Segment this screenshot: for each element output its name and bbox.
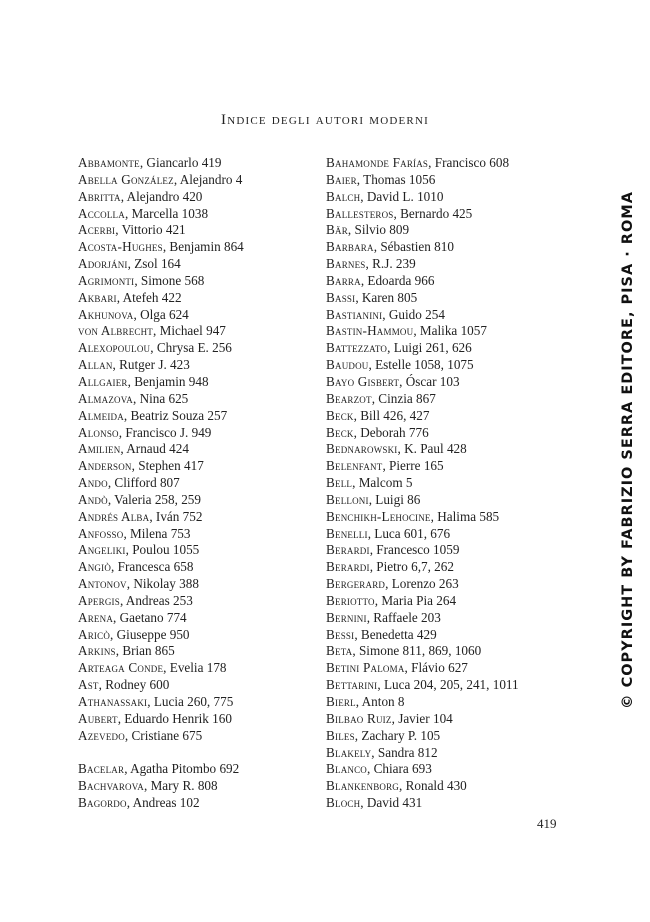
author-surname: Ballesteros: [326, 205, 394, 221]
author-given-and-pages: , Luigi 261, 626: [387, 340, 472, 356]
author-surname: Adorjáni: [78, 256, 128, 272]
author-given-and-pages: , Rodney 600: [98, 677, 170, 693]
author-surname: Andò: [78, 491, 108, 507]
index-entry: [78, 189, 308, 206]
index-entry: [326, 761, 576, 778]
author-surname: Berardi: [326, 559, 370, 575]
index-entry: [326, 357, 576, 374]
author-given-and-pages: , Eduardo Henrik 160: [117, 710, 232, 726]
author-given-and-pages: , Silvio 809: [347, 222, 410, 238]
index-entry: [326, 273, 576, 290]
section-gap: [78, 745, 308, 762]
author-given-and-pages: , Bill 426, 427: [353, 407, 430, 423]
index-entry: [326, 677, 576, 694]
index-entry: [326, 745, 576, 762]
author-given-and-pages: , Olga 624: [133, 306, 189, 322]
author-surname: Bergerard: [326, 576, 386, 592]
author-given-and-pages: , Zachary P. 105: [354, 727, 441, 743]
author-given-and-pages: , R.J. 239: [365, 256, 416, 272]
author-surname: von Albrecht: [78, 323, 153, 339]
index-entry: [78, 307, 308, 324]
author-given-and-pages: , Simone 811, 869, 1060: [352, 643, 482, 659]
author-surname: Abella González: [78, 171, 174, 187]
author-surname: Anderson: [78, 458, 132, 474]
author-surname: Belloni: [326, 491, 369, 507]
index-entry: [78, 340, 308, 357]
author-given-and-pages: , Atefeh 422: [116, 289, 182, 305]
author-given-and-pages: , Halima 585: [430, 508, 500, 524]
index-entry: [78, 711, 308, 728]
author-given-and-pages: , Luca 601, 676: [367, 525, 451, 541]
author-given-and-pages: , Lucia 260, 775: [147, 694, 234, 709]
index-entry: [78, 273, 308, 290]
index-entry: [326, 458, 576, 475]
author-surname: Bassi: [326, 289, 356, 305]
index-entry: [326, 694, 576, 711]
author-surname: Bär: [326, 222, 348, 238]
author-surname: Betini Paloma: [326, 660, 405, 676]
author-given-and-pages: , Guido 254: [382, 306, 445, 322]
author-given-and-pages: , Francisco J. 949: [118, 424, 212, 440]
copyright-text: © COPYRIGHT BY FABRIZIO SERRA EDITORE, PISA · ROMA: [620, 191, 636, 709]
author-surname: Bahamonde Farías: [326, 155, 429, 170]
page-number: 419: [537, 816, 557, 831]
index-entry: [78, 643, 308, 660]
author-surname: Allgaier: [78, 373, 128, 389]
index-entry: [326, 307, 576, 324]
author-given-and-pages: , Deborah 776: [353, 424, 429, 440]
author-surname: Angiò: [78, 559, 112, 575]
index-entry: [78, 492, 308, 509]
author-given-and-pages: , Francesca 658: [111, 559, 194, 575]
author-given-and-pages: , Maria Pia 264: [374, 592, 457, 608]
author-surname: Bacelar: [78, 761, 125, 777]
author-given-and-pages: , Edoarda 966: [360, 272, 435, 288]
author-given-and-pages: , Nikolay 388: [126, 576, 199, 592]
index-entry: [78, 475, 308, 492]
index-entry: [326, 728, 576, 745]
author-surname: Almeida: [78, 407, 124, 423]
index-entry: [78, 576, 308, 593]
author-surname: Akbari: [78, 289, 117, 305]
author-surname: Belenfant: [326, 458, 383, 474]
index-entry: [78, 441, 308, 458]
author-given-and-pages: , Luigi 86: [368, 491, 421, 507]
index-entry: [326, 711, 576, 728]
index-entry: [326, 239, 576, 256]
author-given-and-pages: , Benjamin 864: [162, 239, 244, 255]
author-given-and-pages: , Giancarlo 419: [139, 155, 222, 170]
author-given-and-pages: , Andreas 253: [119, 592, 193, 608]
author-surname: Barra: [326, 272, 361, 288]
author-surname: Bearzot: [326, 390, 372, 406]
author-surname: Allan: [78, 357, 113, 373]
index-entry: [326, 559, 576, 576]
author-surname: Bednarowski: [326, 441, 398, 457]
index-entry: [326, 778, 576, 795]
author-given-and-pages: , Bernardo 425: [393, 205, 473, 221]
author-given-and-pages: , Milena 753: [123, 525, 191, 541]
author-surname: Beriotto: [326, 592, 375, 608]
index-entry: [78, 660, 308, 677]
author-surname: Balch: [326, 188, 361, 204]
author-given-and-pages: , Francisco 608: [428, 155, 510, 170]
author-surname: Blankenborg: [326, 778, 399, 794]
author-surname: Akhunova: [78, 306, 134, 322]
author-given-and-pages: , Rutger J. 423: [112, 357, 190, 373]
author-surname: Agrimonti: [78, 272, 135, 288]
author-surname: Abbamonte: [78, 155, 140, 170]
author-given-and-pages: , Clifford 807: [107, 475, 180, 491]
author-surname: Almazova: [78, 390, 133, 406]
index-entry: [326, 492, 576, 509]
author-surname: Berardi: [326, 542, 370, 558]
author-given-and-pages: , Vittorio 421: [115, 222, 186, 238]
author-given-and-pages: , Gaetano 774: [113, 609, 187, 625]
author-given-and-pages: , K. Paul 428: [397, 441, 467, 457]
author-surname: Abritta: [78, 188, 121, 204]
author-surname: Alexopoulou: [78, 340, 151, 356]
author-given-and-pages: , Arnaud 424: [120, 441, 189, 457]
author-surname: Bettarini: [326, 677, 378, 693]
index-entry: [326, 425, 576, 442]
index-entry: [78, 610, 308, 627]
author-given-and-pages: , Iván 752: [149, 508, 203, 524]
index-entry: [326, 660, 576, 677]
author-surname: Bayo Gisbert: [326, 373, 400, 389]
index-entry: [78, 542, 308, 559]
index-entry: [78, 728, 308, 745]
author-surname: Acosta-Hughes: [78, 239, 163, 255]
author-surname: Beck: [326, 407, 354, 423]
author-given-and-pages: , Lorenzo 263: [385, 576, 459, 592]
author-given-and-pages: , Óscar 103: [399, 373, 460, 389]
index-entry: [326, 340, 576, 357]
index-entry: [78, 458, 308, 475]
index-entry: [78, 778, 308, 795]
author-given-and-pages: , Nina 625: [132, 390, 189, 406]
author-surname: Arena: [78, 609, 114, 625]
index-entry: [78, 239, 308, 256]
index-entry: [326, 509, 576, 526]
index-column-left: [78, 155, 308, 812]
author-surname: Beta: [326, 643, 353, 659]
index-entry: [326, 542, 576, 559]
index-entry: [326, 206, 576, 223]
index-column-right: [326, 155, 576, 812]
index-entry: [326, 475, 576, 492]
author-given-and-pages: , Cinzia 867: [371, 390, 436, 406]
author-given-and-pages: , Brian 865: [115, 643, 175, 659]
author-given-and-pages: , Benjamin 948: [127, 373, 209, 389]
index-entry: [78, 357, 308, 374]
author-surname: Ando: [78, 475, 108, 491]
index-entry: [326, 576, 576, 593]
author-surname: Ast: [78, 677, 99, 693]
author-given-and-pages: , Flávio 627: [404, 660, 468, 676]
index-entry: [78, 155, 308, 172]
author-surname: Bachvarova: [78, 778, 144, 794]
author-given-and-pages: , Karen 805: [355, 289, 418, 305]
author-surname: Azevedo: [78, 727, 125, 743]
author-surname: Benchikh-Lehocine: [326, 508, 431, 524]
index-entry: [326, 290, 576, 307]
index-entry: [326, 643, 576, 660]
author-given-and-pages: , Pierre 165: [382, 458, 444, 474]
index-entry: [326, 189, 576, 206]
author-given-and-pages: , Ronald 430: [399, 778, 467, 794]
author-given-and-pages: , Francesco 1059: [369, 542, 460, 558]
index-entry: [326, 172, 576, 189]
author-surname: Athanassaki: [78, 694, 148, 709]
author-surname: Bierl: [326, 694, 356, 709]
author-given-and-pages: , Malcom 5: [352, 475, 413, 491]
author-surname: Acerbi: [78, 222, 116, 238]
index-entry: [78, 593, 308, 610]
index-entry: [78, 761, 308, 778]
author-surname: Barnes: [326, 256, 366, 272]
author-given-and-pages: , Raffaele 203: [366, 609, 441, 625]
author-given-and-pages: , Chiara 693: [367, 761, 432, 777]
index-entry: [78, 374, 308, 391]
index-entry: [78, 256, 308, 273]
index-entry: [78, 290, 308, 307]
index-entry: [326, 323, 576, 340]
author-surname: Amilien: [78, 441, 121, 457]
index-entry: [326, 795, 576, 812]
author-given-and-pages: , Marcella 1038: [124, 205, 209, 221]
author-surname: Bastianini: [326, 306, 383, 322]
author-given-and-pages: , Cristiane 675: [124, 727, 203, 743]
author-surname: Antonov: [78, 576, 127, 592]
index-entry: [326, 408, 576, 425]
index-entry: [78, 425, 308, 442]
author-surname: Andrés Alba: [78, 508, 150, 524]
index-entry: [326, 610, 576, 627]
index-entry: [326, 391, 576, 408]
author-given-and-pages: , Stephen 417: [131, 458, 204, 474]
author-given-and-pages: , Javier 104: [391, 710, 453, 726]
author-given-and-pages: , Pietro 6,7, 262: [369, 559, 454, 575]
author-surname: Blakely: [326, 744, 372, 760]
index-entry: [326, 593, 576, 610]
author-surname: Arkins: [78, 643, 116, 659]
index-entry: [78, 222, 308, 239]
author-given-and-pages: , Simone 568: [134, 272, 205, 288]
index-entry: [78, 694, 308, 711]
author-surname: Bernini: [326, 609, 367, 625]
author-surname: Bessi: [326, 626, 355, 642]
index-entry: [78, 172, 308, 189]
author-given-and-pages: , Andreas 102: [126, 795, 200, 811]
author-given-and-pages: , Benedetta 429: [354, 626, 437, 642]
author-surname: Anfosso: [78, 525, 124, 541]
index-entry: [78, 408, 308, 425]
index-entry: [78, 795, 308, 812]
author-surname: Baier: [326, 171, 357, 187]
author-given-and-pages: , Evelia 178: [163, 660, 227, 676]
index-entry: [326, 526, 576, 543]
index-entry: [78, 391, 308, 408]
author-surname: Blanco: [326, 761, 367, 777]
author-given-and-pages: , David 431: [360, 795, 423, 811]
author-surname: Aricò: [78, 626, 111, 642]
author-given-and-pages: , Agatha Pitombo 692: [124, 761, 240, 777]
index-entry: [326, 256, 576, 273]
author-given-and-pages: , Mary R. 808: [143, 778, 218, 794]
author-surname: Arteaga Conde: [78, 660, 164, 676]
author-surname: Baudou: [326, 357, 369, 373]
author-surname: Bilbao Ruiz: [326, 710, 392, 726]
author-given-and-pages: , Beatriz Souza 257: [123, 407, 228, 423]
author-given-and-pages: , Luca 204, 205, 241, 1011: [377, 677, 519, 693]
index-entry: [78, 509, 308, 526]
author-surname: Aubert: [78, 710, 118, 726]
index-entry: [326, 155, 576, 172]
author-surname: Barbara: [326, 239, 374, 255]
author-surname: Bagordo: [78, 795, 127, 811]
author-surname: Biles: [326, 727, 355, 743]
author-surname: Bloch: [326, 795, 361, 811]
author-given-and-pages: , Alejandro 420: [120, 188, 203, 204]
index-entry: [78, 206, 308, 223]
author-given-and-pages: , Malika 1057: [413, 323, 487, 339]
author-given-and-pages: , Zsol 164: [127, 256, 181, 272]
author-surname: Benelli: [326, 525, 368, 541]
index-entry: [326, 222, 576, 239]
author-given-and-pages: , Valeria 258, 259: [107, 491, 201, 507]
index-entry: [78, 677, 308, 694]
author-given-and-pages: , Sébastien 810: [373, 239, 454, 255]
index-entry: [78, 526, 308, 543]
author-given-and-pages: , Sandra 812: [371, 744, 438, 760]
author-given-and-pages: , Estelle 1058, 1075: [368, 357, 474, 373]
author-surname: Bell: [326, 475, 353, 491]
page-title: Indice degli autori moderni: [221, 112, 429, 128]
index-entry: [78, 627, 308, 644]
author-surname: Accolla: [78, 205, 125, 221]
author-given-and-pages: , Anton 8: [355, 694, 405, 709]
author-surname: Alonso: [78, 424, 119, 440]
index-entry: [326, 374, 576, 391]
author-given-and-pages: , David L. 1010: [360, 188, 444, 204]
author-given-and-pages: , Chrysa E. 256: [150, 340, 232, 356]
author-surname: Apergis: [78, 592, 120, 608]
author-given-and-pages: , Poulou 1055: [125, 542, 200, 558]
author-surname: Battezzato: [326, 340, 388, 356]
index-entry: [326, 627, 576, 644]
index-entry: [78, 323, 308, 340]
index-entry: [326, 441, 576, 458]
author-surname: Angeliki: [78, 542, 126, 558]
author-surname: Bastin-Hammou: [326, 323, 414, 339]
author-given-and-pages: , Alejandro 4: [173, 171, 243, 187]
index-entry: [78, 559, 308, 576]
author-given-and-pages: , Giuseppe 950: [110, 626, 190, 642]
author-given-and-pages: , Michael 947: [153, 323, 226, 339]
author-surname: Beck: [326, 424, 354, 440]
author-given-and-pages: , Thomas 1056: [356, 171, 436, 187]
